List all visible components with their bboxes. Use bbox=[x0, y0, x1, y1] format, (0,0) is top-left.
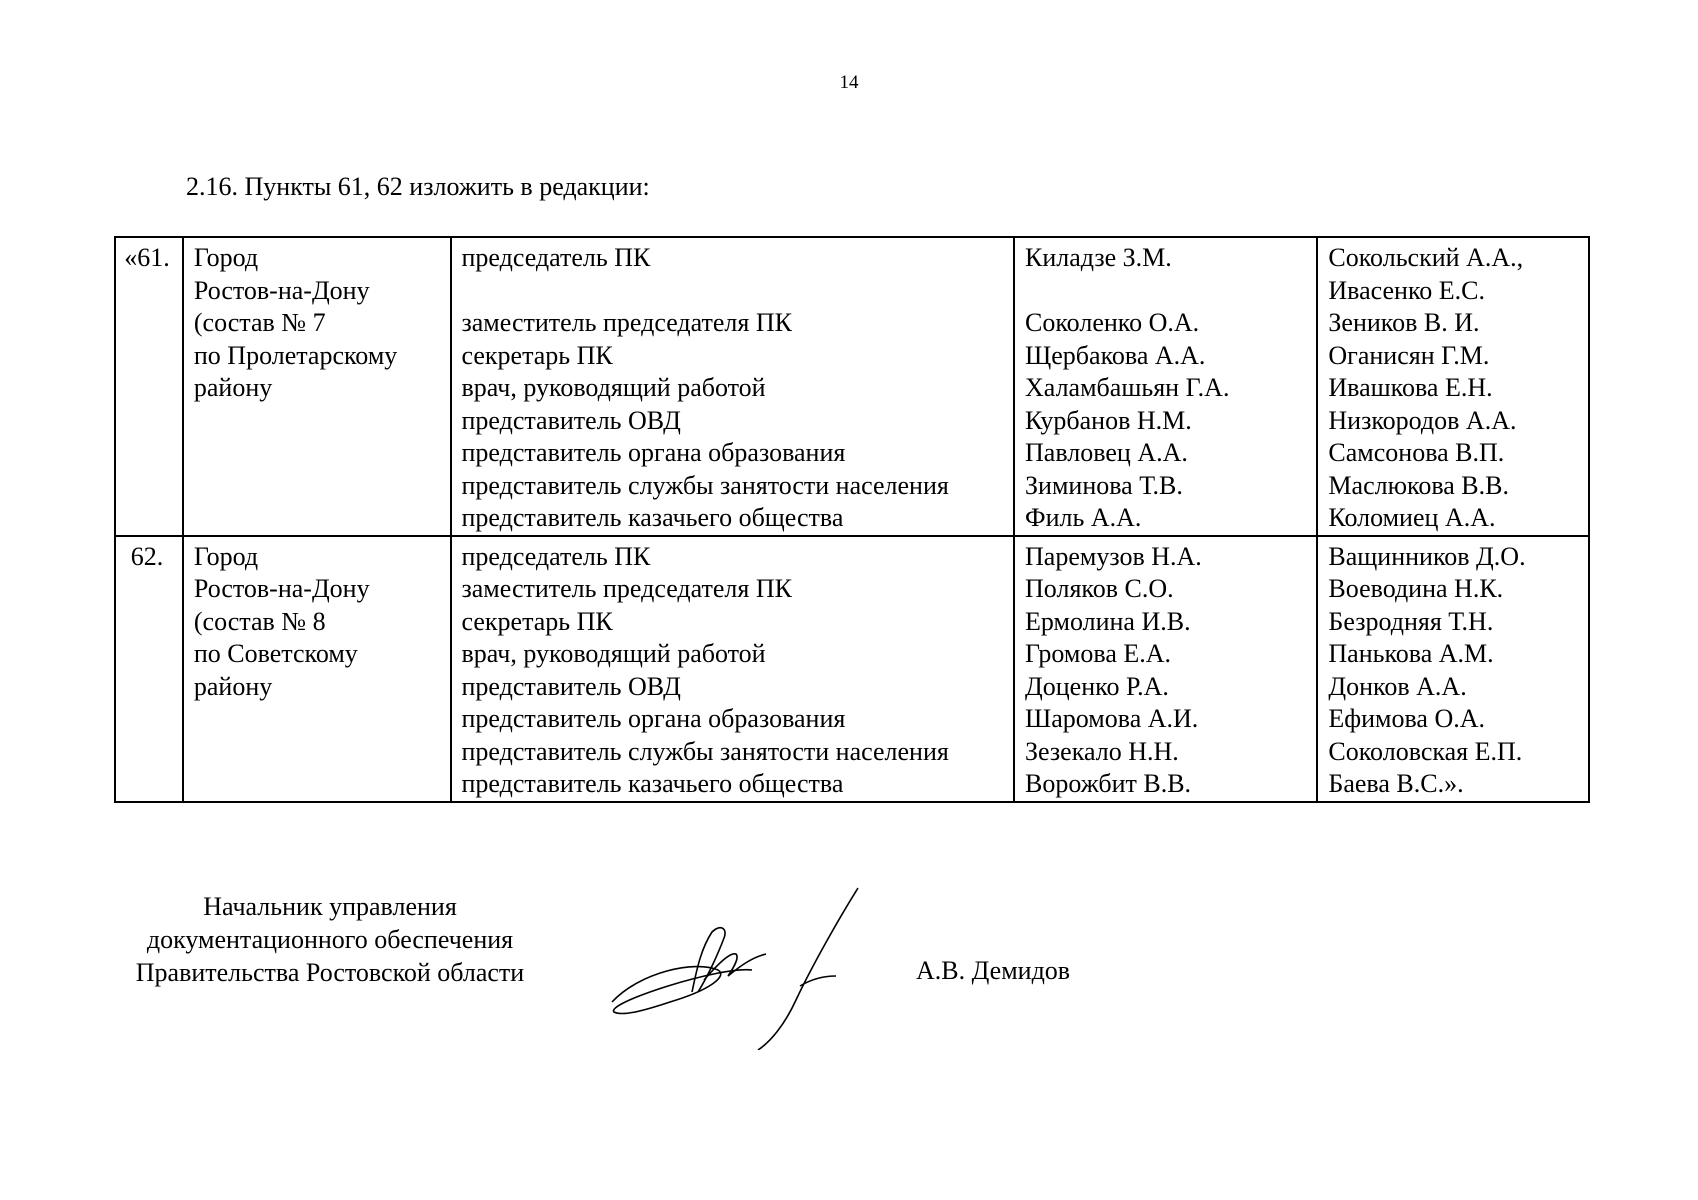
signature-stroke bbox=[692, 928, 725, 992]
reserve-name: Ивасенко Е.С. bbox=[1328, 275, 1486, 305]
member-name: Павловец А.А. bbox=[1025, 438, 1188, 467]
position-line: секретарь ПК bbox=[461, 606, 613, 636]
reserve-cell bbox=[1317, 536, 1589, 802]
table-row bbox=[115, 536, 1589, 802]
position-line: представитель ОВД bbox=[461, 671, 681, 701]
location-line: Ростов-на-Дону bbox=[193, 574, 370, 603]
commission-table bbox=[114, 236, 1590, 803]
position-line: заместитель председателя ПК bbox=[461, 574, 792, 603]
reserve-name: Низкородов А.А. bbox=[1328, 405, 1517, 435]
position-line: врач, руководящий работой bbox=[461, 373, 766, 402]
location-cell bbox=[183, 237, 451, 536]
member-cell bbox=[1014, 237, 1317, 536]
position-cell bbox=[451, 237, 1015, 536]
member-cell bbox=[1014, 536, 1317, 802]
reserve-name: Воеводина Н.К. bbox=[1328, 574, 1504, 603]
reserve-name: Коломиец А.А. bbox=[1328, 503, 1496, 532]
signature-stroke bbox=[758, 888, 858, 1050]
blank-line bbox=[1025, 275, 1316, 308]
position-line: председатель ПК bbox=[461, 243, 651, 272]
position-line: представитель органа образования bbox=[461, 438, 846, 467]
location-line: Город bbox=[193, 541, 259, 571]
member-name: Громова Е.А. bbox=[1025, 639, 1172, 668]
location-line: (состав № 8 bbox=[193, 606, 326, 636]
member-name: Киладзе З.М. bbox=[1025, 243, 1172, 272]
reserve-name: Зеников В. И. bbox=[1328, 308, 1480, 337]
member-name: Шаромова А.И. bbox=[1025, 704, 1199, 733]
position-line: секретарь ПК bbox=[461, 340, 613, 370]
member-name: Филь А.А. bbox=[1025, 503, 1142, 532]
member-name: Щербакова А.А. bbox=[1025, 340, 1206, 370]
reserve-cell bbox=[1317, 237, 1589, 536]
reserve-name: Маслюкова В.В. bbox=[1328, 470, 1509, 500]
reserve-name: Ефимова О.А. bbox=[1328, 704, 1486, 733]
reserve-name: Панькова А.М. bbox=[1328, 639, 1494, 668]
position-line: председатель ПК bbox=[461, 541, 651, 571]
member-name: Курбанов Н.М. bbox=[1025, 405, 1192, 435]
blank-line bbox=[462, 275, 1014, 308]
signatory-title-line: документационного обеспечения bbox=[146, 925, 514, 954]
member-name: Ворожбит В.В. bbox=[1025, 769, 1192, 798]
reserve-name: Ващинников Д.О. bbox=[1328, 541, 1526, 571]
signature-stroke bbox=[704, 954, 766, 980]
member-name: Поляков С.О. bbox=[1025, 574, 1174, 603]
position-line: представитель казачьего общества bbox=[461, 769, 844, 798]
reserve-name: Баева В.С.». bbox=[1328, 769, 1464, 798]
position-line: представитель казачьего общества bbox=[461, 503, 844, 532]
position-cell bbox=[451, 536, 1015, 802]
reserve-name: Ивашкова Е.Н. bbox=[1328, 373, 1493, 402]
position-line: представитель органа образования bbox=[461, 704, 846, 733]
signatory-title bbox=[110, 890, 550, 989]
reserve-name: Сокольский А.А., bbox=[1328, 243, 1524, 272]
member-name: Доценко Р.А. bbox=[1025, 671, 1169, 701]
reserve-name: Оганисян Г.М. bbox=[1328, 340, 1490, 370]
location-line: (состав № 7 bbox=[193, 308, 326, 337]
item-number: 62. bbox=[115, 536, 183, 802]
page-number: 14 bbox=[839, 72, 859, 93]
member-name: Халамбашьян Г.А. bbox=[1025, 373, 1230, 402]
member-name: Соколенко О.А. bbox=[1025, 308, 1200, 337]
location-line: району bbox=[193, 671, 273, 701]
location-line: по Советскому bbox=[193, 639, 358, 668]
signatory-name: А.В. Демидов bbox=[916, 956, 1071, 985]
location-line: Ростов-на-Дону bbox=[193, 275, 370, 305]
member-name: Паремузов Н.А. bbox=[1025, 541, 1202, 571]
item-number: «61. bbox=[115, 237, 183, 536]
member-name: Зиминова Т.В. bbox=[1025, 470, 1183, 500]
position-line: представитель службы занятости населения bbox=[461, 736, 949, 766]
position-line: представитель ОВД bbox=[461, 405, 681, 435]
handwritten-signature bbox=[600, 880, 900, 1050]
signatory-title-line: Начальник управления bbox=[203, 892, 457, 921]
reserve-name: Безродняя Т.Н. bbox=[1328, 606, 1494, 636]
signatory-title-line: Правительства Ростовской области bbox=[135, 958, 525, 987]
intro-text: 2.16. Пункты 61, 62 изложить в редакции: bbox=[186, 172, 650, 201]
reserve-name: Самсонова В.П. bbox=[1328, 438, 1505, 467]
location-cell bbox=[183, 536, 451, 802]
reserve-name: Донков А.А. bbox=[1328, 671, 1467, 701]
member-name: Зезекало Н.Н. bbox=[1025, 736, 1179, 766]
location-line: Город bbox=[193, 243, 259, 272]
position-line: представитель службы занятости населения bbox=[461, 470, 949, 500]
member-name: Ермолина И.В. bbox=[1025, 606, 1191, 636]
location-line: району bbox=[193, 373, 273, 402]
position-line: врач, руководящий работой bbox=[461, 639, 766, 668]
reserve-name: Соколовская Е.П. bbox=[1328, 736, 1523, 766]
table-row bbox=[115, 237, 1589, 536]
table-body bbox=[115, 237, 1589, 802]
position-line: заместитель председателя ПК bbox=[461, 308, 792, 337]
location-line: по Пролетарскому bbox=[193, 340, 398, 370]
